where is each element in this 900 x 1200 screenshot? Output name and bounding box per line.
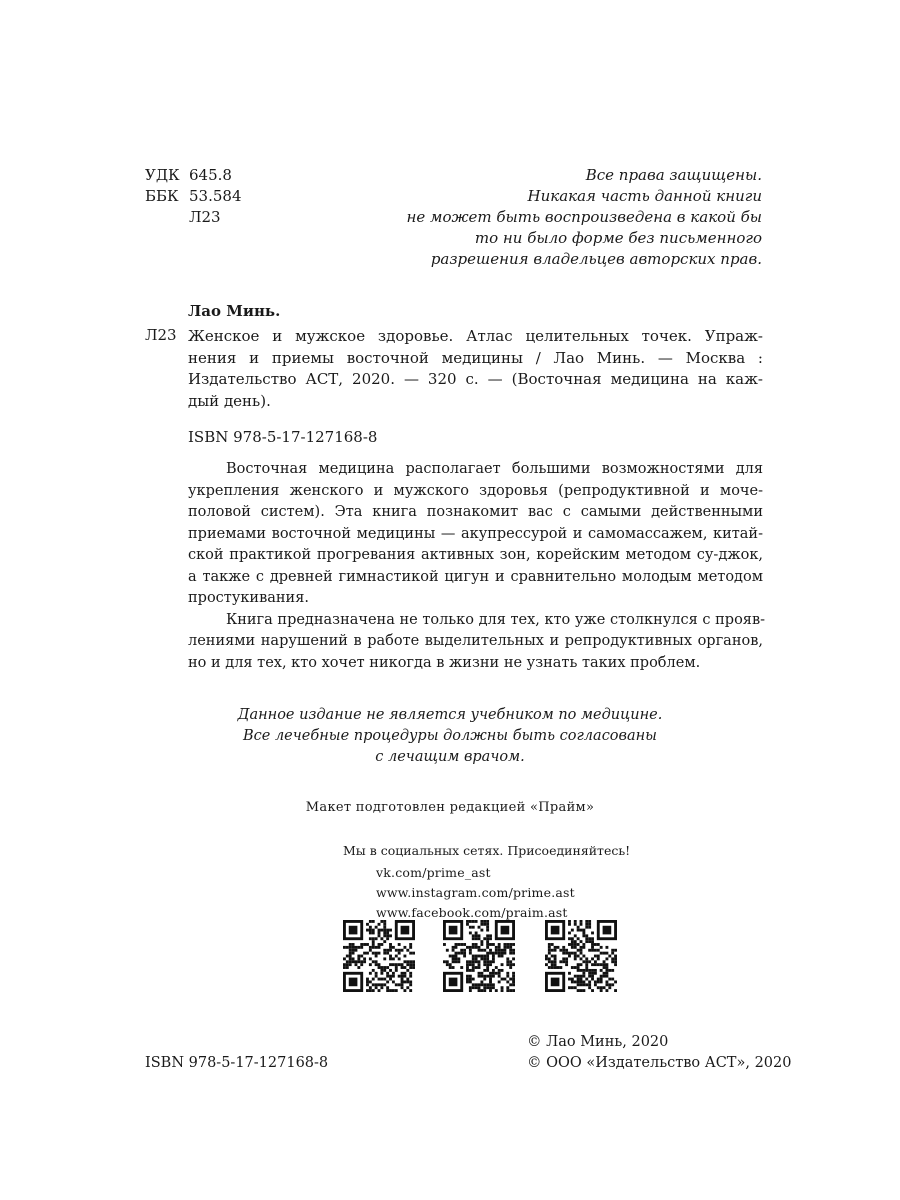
- rights-line: Никакая часть данной книги: [527, 187, 762, 205]
- isbn-top: ISBN 978-5-17-127168-8: [188, 428, 378, 446]
- udk-value: 645.8: [189, 166, 232, 184]
- social-title: Мы в социальных сетях. Присоединяйтесь!: [343, 843, 631, 858]
- biblio-line: нения и приемы восточной медицины / Лао Минь. — Москва :: [188, 348, 763, 367]
- annotation: [188, 459, 766, 674]
- instagram-qr-code-icon[interactable]: [443, 920, 515, 992]
- author-name: Лао Минь.: [188, 302, 281, 320]
- annotation-line: лениями нарушений в работе выделительных и репродуктивных органов,: [188, 633, 763, 649]
- bbk-label: ББК: [145, 187, 179, 205]
- annotation-line: приемами восточной медицины — акупрессурой и самомассажем, китай-: [188, 525, 763, 542]
- rights-notice: [380, 165, 762, 270]
- copyright-author: © Лао Минь, 2020: [527, 1034, 669, 1050]
- udk-label: УДК: [145, 166, 180, 184]
- rights-line: Все права защищены.: [585, 166, 762, 184]
- annotation-line: простукивания.: [188, 590, 309, 606]
- medical-disclaimer: [200, 705, 700, 768]
- classification-block: [145, 165, 242, 228]
- biblio-line: дый день).: [188, 391, 271, 410]
- annotation-line: Восточная медицина располагает большими возможностями для: [226, 461, 763, 477]
- disclaimer-line: Данное издание не является учебником по медицине.: [237, 707, 663, 723]
- annotation-line: ской практикой прогревания активных зон, корейским методом су-джок,: [188, 547, 763, 563]
- author-mark: Л23: [189, 208, 221, 226]
- social-link-facebook[interactable]: www.facebook.com/praim.ast: [376, 905, 568, 920]
- bbk-value: 53.584: [189, 187, 242, 205]
- annotation-line: укрепления женского и мужского здоровья (репродуктивной и моче-: [188, 482, 763, 499]
- facebook-qr-code-icon[interactable]: [545, 920, 617, 992]
- copyright-publisher: © ООО «Издательство АСТ», 2020: [527, 1055, 792, 1071]
- social-link-vk[interactable]: vk.com/prime_ast: [376, 865, 491, 880]
- isbn-bottom: ISBN 978-5-17-127168-8: [145, 1055, 329, 1071]
- rights-line: разрешения владельцев авторских прав.: [430, 250, 762, 268]
- annotation-line: а также с древней гимнастикой цигун и сравнительно молодым методом: [188, 568, 763, 585]
- biblio-line: Женское и мужское здоровье. Атлас целительных точек. Упраж-: [188, 327, 763, 345]
- social-link-instagram[interactable]: www.instagram.com/prime.ast: [376, 885, 575, 900]
- bibliographic-description: [188, 326, 763, 412]
- annotation-line: но и для тех, кто хочет никогда в жизни не узнать таких проблем.: [188, 654, 701, 671]
- biblio-line: Издательство АСТ, 2020. — 320 с. — (Восточная медицина на каж-: [188, 370, 763, 388]
- disclaimer-line: Все лечебные процедуры должны быть согласованы: [242, 728, 657, 744]
- catalog-code: Л23: [145, 326, 177, 344]
- annotation-line: Книга предназначена не только для тех, кто уже столкнулся с прояв-: [226, 611, 766, 628]
- vk-qr-code-icon[interactable]: [343, 920, 415, 992]
- disclaimer-line: с лечащим врачом.: [375, 749, 525, 765]
- prepared-by: Макет подготовлен редакцией «Прайм»: [305, 800, 595, 815]
- annotation-line: половой систем). Эта книга познакомит вас с самыми действенными: [188, 504, 763, 520]
- rights-line: не может быть воспроизведена в какой бы: [406, 208, 762, 226]
- rights-line: то ни было форме без письменного: [474, 229, 762, 247]
